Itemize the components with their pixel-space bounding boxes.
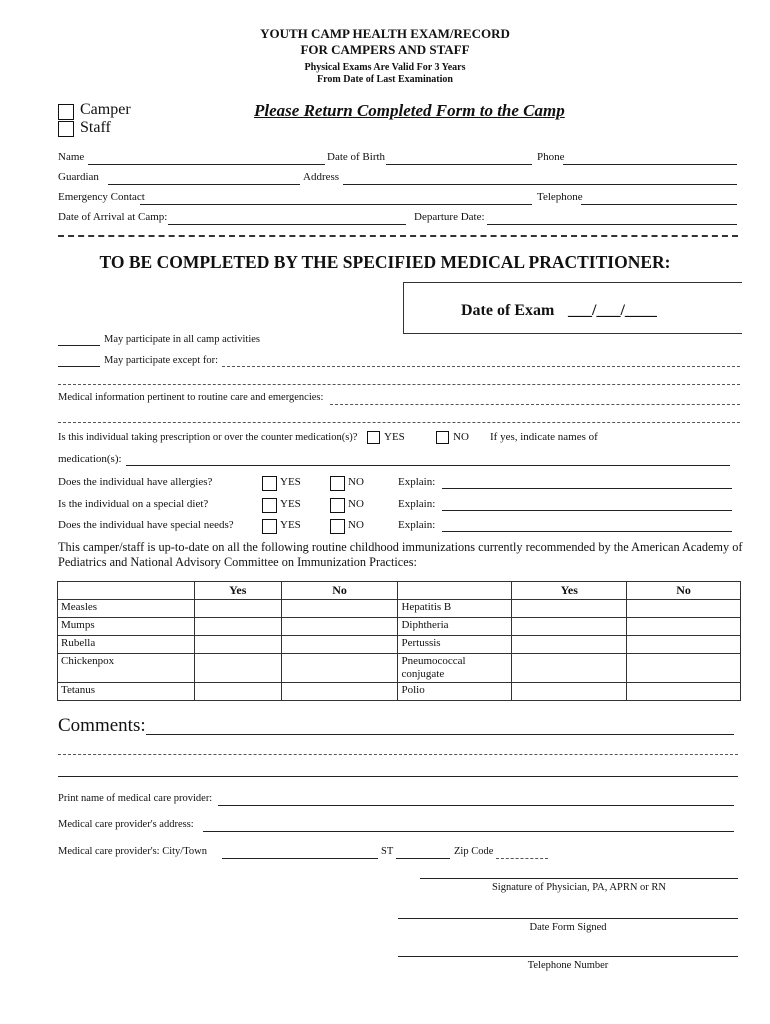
- needs-no-label: NO: [348, 519, 364, 531]
- emergency-label: Emergency Contact: [58, 191, 145, 203]
- table-row: [58, 636, 741, 654]
- date-of-exam-field[interactable]: ___/___/____: [568, 302, 657, 319]
- medication-question: Is this individual taking prescription or over the counter medication(s)?: [58, 432, 358, 443]
- vaccine-name: Diphtheria: [398, 618, 512, 636]
- medication-no-label: NO: [453, 431, 469, 443]
- participate-all-blank[interactable]: [58, 345, 100, 346]
- diet-question: Is the individual on a special diet?: [58, 498, 209, 510]
- participate-all-label: May participate in all camp activities: [104, 334, 260, 345]
- staff-checkbox[interactable]: [58, 121, 74, 137]
- table-row: [58, 654, 741, 683]
- title-line-2: FOR CAMPERS AND STAFF: [300, 42, 470, 57]
- telephone-field[interactable]: [581, 204, 737, 205]
- needs-question: Does the individual have special needs?: [58, 519, 234, 531]
- vaccine-name: Rubella: [58, 636, 195, 654]
- needs-yes-label: YES: [280, 519, 301, 531]
- diet-yes-checkbox[interactable]: [262, 498, 277, 513]
- st-label: ST: [381, 846, 394, 857]
- st-field[interactable]: [396, 858, 450, 859]
- form-title: [0, 26, 770, 58]
- medications-label: medication(s):: [58, 453, 122, 465]
- guardian-label: Guardian: [58, 171, 99, 183]
- vaccine-name: Pneumococcal conjugate: [398, 654, 512, 683]
- header-blank-left: [58, 582, 195, 600]
- vaccine-yes-cell[interactable]: [194, 654, 281, 683]
- diet-yes-label: YES: [280, 498, 301, 510]
- diet-explain-label: Explain:: [398, 498, 436, 510]
- vaccine-yes-cell[interactable]: [512, 618, 627, 636]
- immunization-header-row: [58, 582, 741, 600]
- vaccine-name: Pertussis: [398, 636, 512, 654]
- comments-field-2[interactable]: [58, 754, 738, 755]
- table-row: [58, 683, 741, 701]
- dob-field[interactable]: [386, 164, 532, 165]
- provider-city-field[interactable]: [222, 858, 378, 859]
- title-line-1: YOUTH CAMP HEALTH EXAM/RECORD: [260, 26, 510, 41]
- header-no-left: No: [281, 582, 398, 600]
- medication-yes-label: YES: [384, 431, 405, 443]
- telephone-number-field[interactable]: [398, 956, 738, 957]
- vaccine-no-cell[interactable]: [281, 683, 398, 701]
- address-label: Address: [303, 171, 340, 183]
- vaccine-no-cell[interactable]: [627, 683, 741, 701]
- vaccine-no-cell[interactable]: [281, 654, 398, 683]
- needs-no-checkbox[interactable]: [330, 519, 345, 534]
- validity-line-2: From Date of Last Examination: [317, 74, 453, 85]
- immunization-table: [57, 581, 741, 701]
- vaccine-yes-cell[interactable]: [512, 683, 627, 701]
- guardian-field[interactable]: [108, 184, 300, 185]
- table-row: [58, 618, 741, 636]
- signature-label: Signature of Physician, PA, APRN or RN: [491, 882, 667, 893]
- vaccine-name: Mumps: [58, 618, 195, 636]
- provider-address-field[interactable]: [203, 831, 734, 832]
- participate-except-field[interactable]: [222, 366, 740, 367]
- medical-info-field[interactable]: [330, 404, 740, 405]
- date-signed-field[interactable]: [398, 918, 738, 919]
- header-yes-right: Yes: [512, 582, 627, 600]
- header-no-right: No: [627, 582, 741, 600]
- diet-no-label: NO: [348, 498, 364, 510]
- dob-label: Date of Birth: [327, 151, 386, 163]
- print-name-label: Print name of medical care provider:: [58, 793, 213, 804]
- participate-except-field-2[interactable]: [58, 384, 740, 385]
- vaccine-name: Measles: [58, 600, 195, 618]
- vaccine-yes-cell[interactable]: [194, 683, 281, 701]
- section-divider: [58, 235, 738, 237]
- allergies-no-checkbox[interactable]: [330, 476, 345, 491]
- zip-label: Zip Code: [454, 846, 494, 857]
- if-yes-label: If yes, indicate names of: [490, 431, 598, 443]
- medication-no-checkbox[interactable]: [436, 431, 449, 444]
- staff-label: Staff: [80, 119, 111, 136]
- camper-checkbox[interactable]: [58, 104, 74, 120]
- vaccine-no-cell[interactable]: [281, 636, 398, 654]
- needs-explain-field[interactable]: [442, 531, 732, 532]
- vaccine-yes-cell[interactable]: [512, 654, 627, 683]
- return-note: Please Return Completed Form to the Camp: [254, 101, 565, 120]
- participate-except-blank[interactable]: [58, 366, 100, 367]
- vaccine-name: Polio: [398, 683, 512, 701]
- vaccine-name: Hepatitis B: [398, 600, 512, 618]
- vaccine-no-cell[interactable]: [627, 600, 741, 618]
- vaccine-no-cell[interactable]: [281, 618, 398, 636]
- arrival-label: Date of Arrival at Camp:: [58, 211, 168, 223]
- vaccine-yes-cell[interactable]: [512, 600, 627, 618]
- telephone-number-label: Telephone Number: [527, 960, 609, 971]
- provider-address-label: Medical care provider's address:: [58, 819, 194, 830]
- print-name-field[interactable]: [218, 805, 734, 806]
- provider-city-label: Medical care provider's: City/Town: [58, 846, 207, 857]
- zip-field[interactable]: [496, 858, 548, 859]
- validity-note: [0, 62, 770, 86]
- camper-label: Camper: [80, 101, 131, 118]
- medications-field[interactable]: [126, 465, 730, 466]
- allergies-yes-checkbox[interactable]: [262, 476, 277, 491]
- signature-field[interactable]: [420, 878, 738, 879]
- departure-label: Departure Date:: [414, 211, 485, 223]
- vaccine-yes-cell[interactable]: [512, 636, 627, 654]
- address-field[interactable]: [343, 184, 737, 185]
- comments-label: Comments:: [58, 715, 146, 736]
- practitioner-heading: TO BE COMPLETED BY THE SPECIFIED MEDICAL PRACTITIONER:: [99, 252, 671, 272]
- immunization-statement: This camper/staff is up-to-date on all the following routine childhood immunizations currently recommended by the American Academy of Pediatrics and National Advisory Committee on Immunization Practices:: [58, 540, 743, 569]
- vaccine-yes-cell[interactable]: [194, 636, 281, 654]
- name-label: Name: [58, 151, 85, 163]
- diet-no-checkbox[interactable]: [330, 498, 345, 513]
- vaccine-yes-cell[interactable]: [194, 618, 281, 636]
- arrival-field[interactable]: [168, 224, 406, 225]
- allergies-explain-label: Explain:: [398, 476, 436, 488]
- name-field[interactable]: [88, 164, 325, 165]
- vaccine-no-cell[interactable]: [627, 636, 741, 654]
- header-yes-left: Yes: [194, 582, 281, 600]
- allergies-yes-label: YES: [280, 476, 301, 488]
- comments-field-3[interactable]: [58, 776, 738, 777]
- phone-field[interactable]: [563, 164, 737, 165]
- vaccine-no-cell[interactable]: [627, 654, 741, 683]
- telephone-label: Telephone: [537, 191, 583, 203]
- allergies-question: Does the individual have allergies?: [58, 476, 213, 488]
- vaccine-no-cell[interactable]: [281, 600, 398, 618]
- table-row: [58, 600, 741, 618]
- departure-field[interactable]: [487, 224, 737, 225]
- vaccine-name: Chickenpox: [58, 654, 195, 683]
- vaccine-no-cell[interactable]: [627, 618, 741, 636]
- date-of-exam-label: Date of Exam: [461, 302, 555, 319]
- validity-line-1: Physical Exams Are Valid For 3 Years: [304, 62, 466, 73]
- needs-explain-label: Explain:: [398, 519, 436, 531]
- emergency-field[interactable]: [140, 204, 532, 205]
- allergies-no-label: NO: [348, 476, 364, 488]
- medical-info-field-2[interactable]: [58, 422, 740, 423]
- phone-label: Phone: [537, 151, 565, 163]
- allergies-explain-field[interactable]: [442, 488, 732, 489]
- medication-yes-checkbox[interactable]: [367, 431, 380, 444]
- vaccine-yes-cell[interactable]: [194, 600, 281, 618]
- comments-field-1[interactable]: [146, 734, 734, 735]
- vaccine-name: Tetanus: [58, 683, 195, 701]
- header-blank-right: [398, 582, 512, 600]
- date-signed-label: Date Form Signed: [529, 922, 607, 933]
- needs-yes-checkbox[interactable]: [262, 519, 277, 534]
- participate-except-label: May participate except for:: [104, 355, 218, 366]
- diet-explain-field[interactable]: [442, 510, 732, 511]
- medical-info-label: Medical information pertinent to routine care and emergencies:: [58, 392, 324, 403]
